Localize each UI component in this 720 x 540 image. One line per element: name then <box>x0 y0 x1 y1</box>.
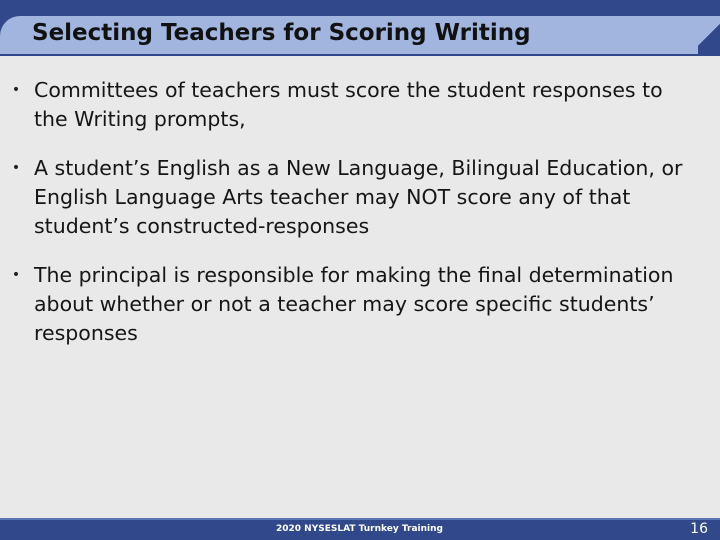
footer-text: 2020 NYSESLAT Turnkey Training <box>276 524 443 534</box>
bullet-list <box>6 76 696 368</box>
bullet-point-icon: • <box>11 82 21 98</box>
footer-divider <box>0 518 720 520</box>
bullet-text: A student’s English as a New Language, Bilingual Education, or English Language Arts teacher may NOT score any of that student’s constructed-responses <box>34 156 683 238</box>
bullet-text: The principal is responsible for making the final determination about whether or not a teacher may score specific students’ responses <box>34 263 674 345</box>
bullet-item <box>6 154 696 241</box>
bullet-point-icon: • <box>11 160 21 176</box>
slide-title: Selecting Teachers for Scoring Writing <box>32 20 531 46</box>
bullet-point-icon: • <box>11 267 21 283</box>
page-number: 16 <box>690 521 708 537</box>
bullet-text: Committees of teachers must score the student responses to the Writing prompts, <box>34 78 663 131</box>
bullet-item <box>6 76 696 134</box>
bullet-item <box>6 261 696 348</box>
